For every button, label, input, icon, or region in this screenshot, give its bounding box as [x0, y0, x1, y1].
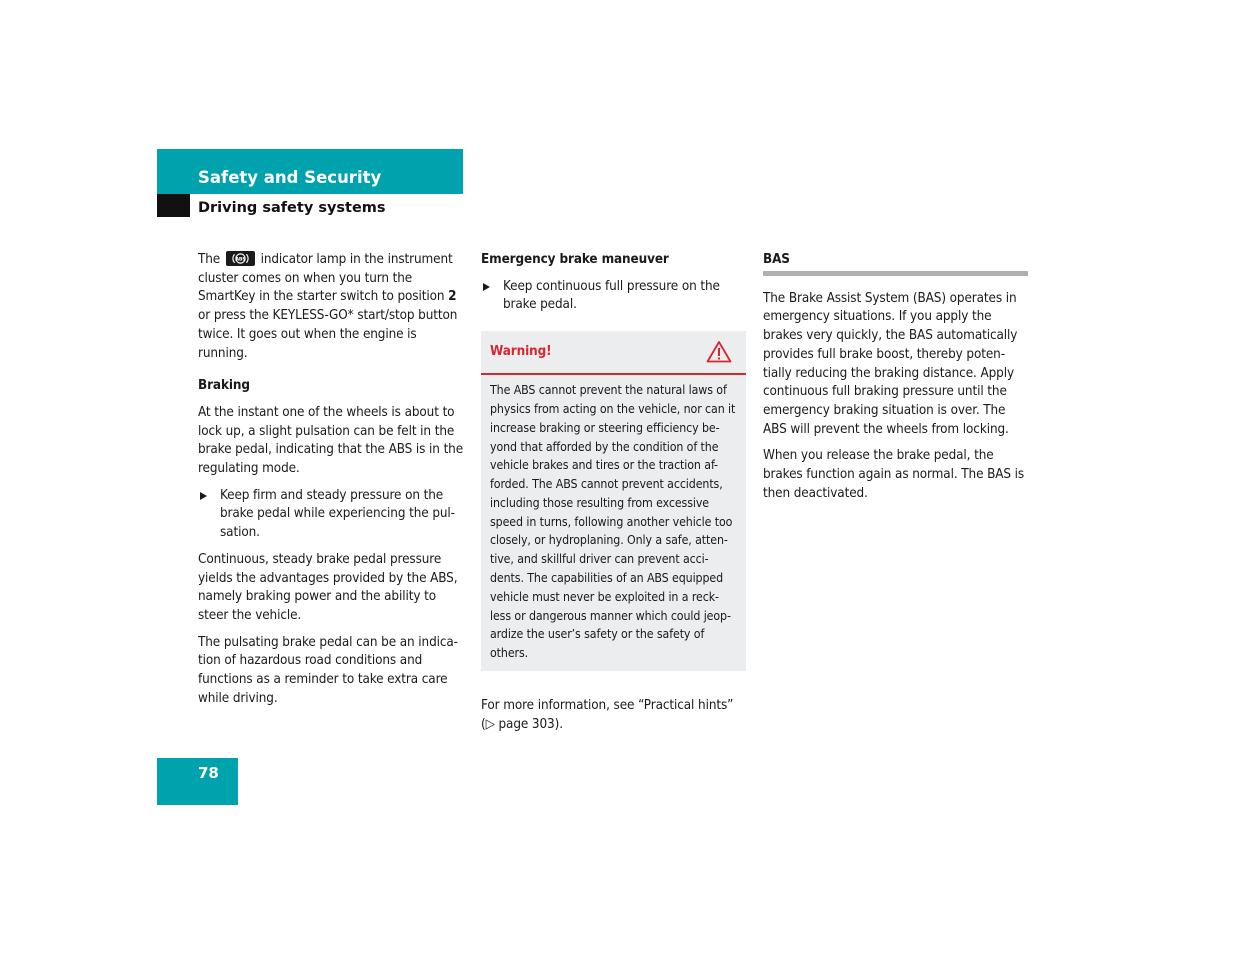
intro-text-end: or press the KEYLESS-GO* start/stop button twice. It goes out when the engine is running.	[198, 308, 458, 361]
column-left	[198, 251, 465, 716]
more-info-reference: For more information, see “Practical hints” (▷ page 303).	[481, 698, 734, 732]
page-number: 78	[198, 764, 219, 782]
warning-header	[481, 331, 746, 375]
bullet-arrow-icon	[200, 492, 207, 500]
subsection-title: Driving safety systems	[198, 200, 386, 216]
intro-text-middle: indicator lamp in the instrument cluster comes on when you turn the SmartKey in the starter switch to position	[198, 252, 453, 305]
emergency-brake-bullet-text: Keep continuous full pressure on the brake pedal.	[503, 278, 720, 313]
warning-body: The ABS cannot prevent the natural laws of physics from acting on the vehicle, nor can it increase braking or steering efficiency be-yond that afforded by the condition of the vehicle brakes and tires or the traction af-forded. The ABS cannot prevent accidents, including those resulting from excessive speed in turns, following another vehicle too closely, or hydroplaning. Only a safe, atten-tive, and skillful driver can prevent acci-dents. The capabilities of an ABS equipped vehicle must never be exploited in a reck-less or dangerous manner which could jeop-ardize the user’s safety or the safety of others.	[490, 383, 736, 661]
abs-indicator-icon	[226, 251, 255, 266]
braking-paragraph-1: At the instant one of the wheels is about to lock up, a slight pulsation can be felt in the brake pedal, indicating that the ABS is in the regulating mode.	[198, 404, 464, 477]
svg-text:ABS: ABS	[235, 257, 246, 263]
section-title: Safety and Security	[198, 168, 382, 187]
subsection-marker	[157, 194, 190, 217]
braking-bullet-text: Keep firm and steady pressure on the brake pedal while experiencing the pul-sation.	[220, 487, 455, 541]
bas-paragraph-1: The Brake Assist System (BAS) operates in emergency situations. If you apply the brakes very quickly, the BAS automatically provides full brake boost, thereby poten-tially reducing the braking distance. Apply continuous full braking pressure until the emergency braking situation is over. The ABS will prevent the wheels from locking.	[763, 290, 1018, 437]
braking-paragraph-2: Continuous, steady brake pedal pressure yields the advantages provided by the ABS, namely braking power and the ability to steer the vehicle.	[198, 551, 458, 623]
abs-intro-paragraph	[198, 251, 465, 363]
bullet-arrow-icon	[483, 283, 490, 291]
bas-heading-rule	[763, 271, 1028, 276]
column-right	[763, 251, 1028, 511]
intro-text-start: The	[198, 252, 221, 267]
warning-title: Warning!	[490, 344, 552, 360]
emergency-brake-bullet	[481, 278, 746, 315]
braking-paragraph-3: The pulsating brake pedal can be an indica-tion of hazardous road conditions and functions as a reminder to take extra care while driving.	[198, 634, 458, 706]
warning-triangle-icon	[706, 340, 732, 363]
starter-position-number: 2	[448, 289, 457, 305]
bas-heading: BAS	[763, 252, 790, 267]
braking-heading: Braking	[198, 378, 250, 394]
warning-box	[481, 331, 746, 671]
column-middle	[481, 251, 746, 742]
bas-paragraph-2: When you release the brake pedal, the brakes function again as normal. The BAS is then deactivated.	[763, 448, 1025, 501]
braking-bullet	[198, 487, 465, 543]
emergency-brake-heading: Emergency brake maneuver	[481, 252, 669, 267]
